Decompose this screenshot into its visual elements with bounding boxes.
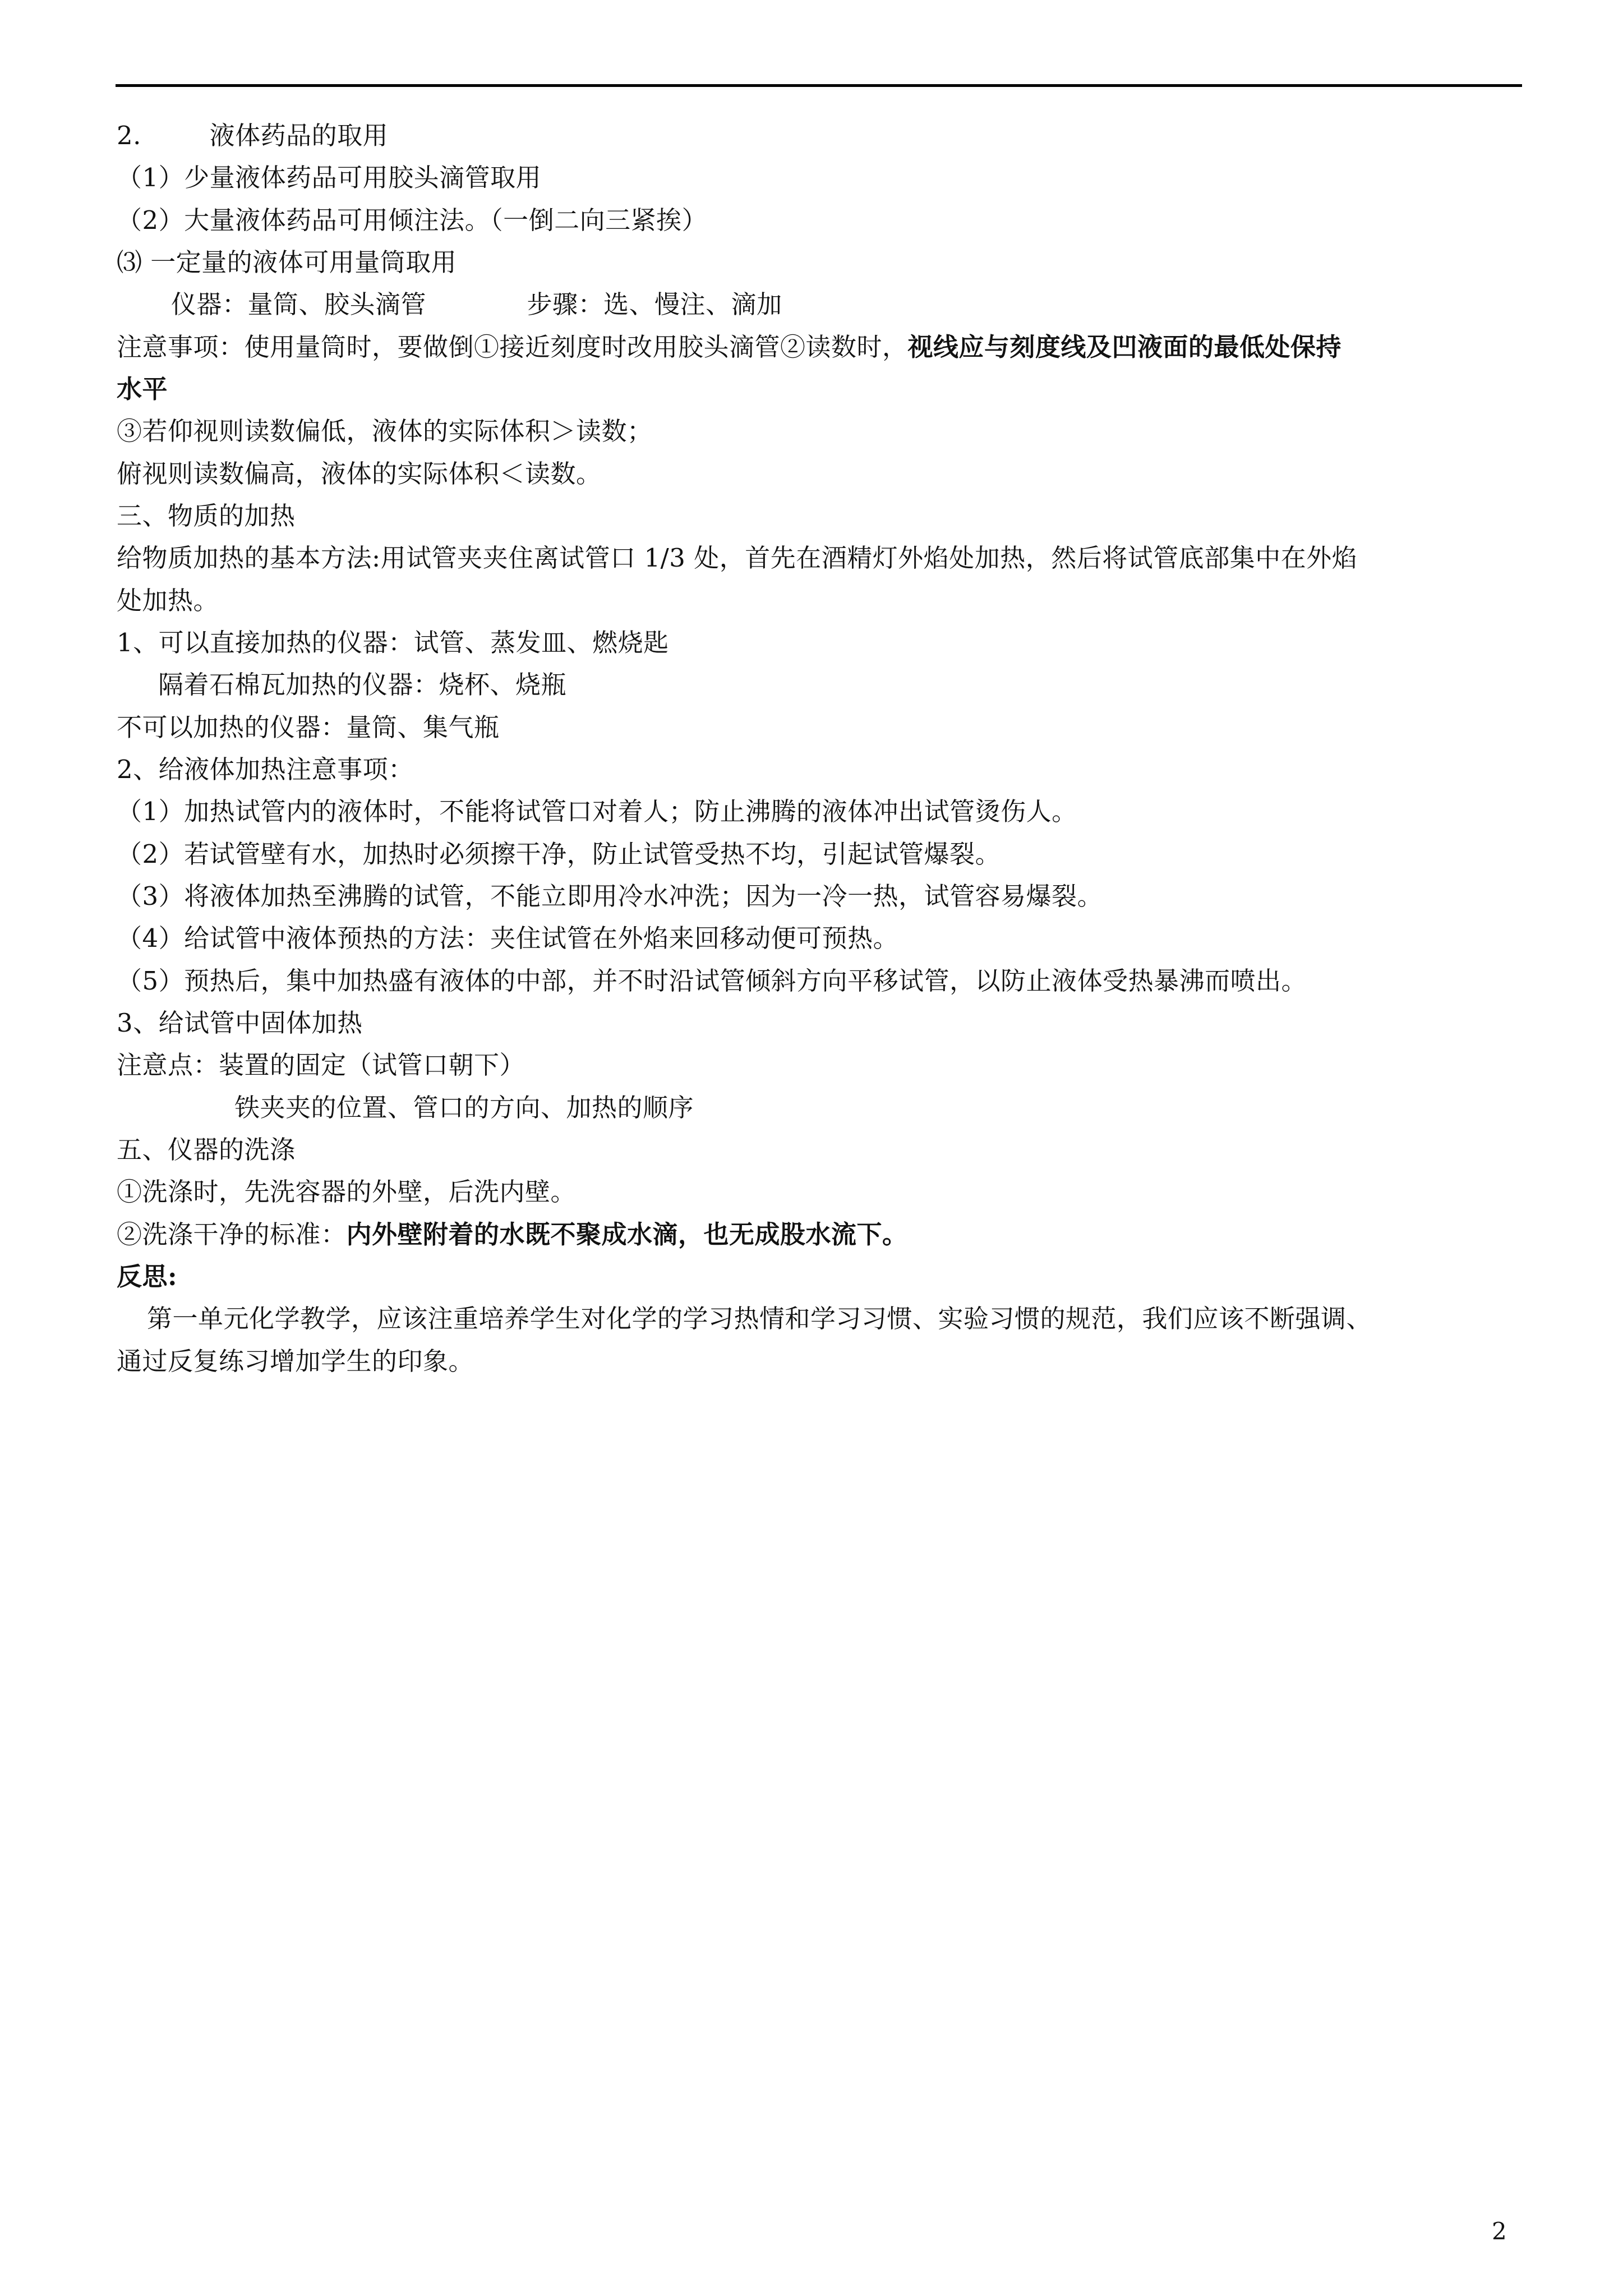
line-4: ⑶ 一定量的液体可用量筒取用 — [117, 247, 457, 277]
line-18: （2）若试管壁有水，加热时必须擦干净，防止试管受热不均，引起试管爆裂。 — [117, 839, 1001, 869]
line-23: 注意点：装置的固定（试管口朝下） — [117, 1050, 525, 1080]
line-19: （3）将液体加热至沸腾的试管，不能立即用冷水冲洗；因为一冷一热，试管容易爆裂。 — [117, 881, 1103, 911]
reflection-line-2: 通过反复练习增加学生的印象。 — [117, 1346, 474, 1376]
heading-2-number: 2. — [117, 121, 141, 150]
page-number: 2 — [1492, 2217, 1507, 2245]
heading-2-text: 液体药品的取用 — [209, 121, 389, 150]
steps-text: 步骤：选、慢注、滴加 — [527, 289, 782, 319]
section-heading-heating: 三、物质的加热 — [117, 501, 296, 531]
heading-2 — [117, 119, 388, 153]
line-17: （1）加热试管内的液体时，不能将试管口对着人；防止沸腾的液体冲出试管烫伤人。 — [117, 797, 1077, 826]
line-24: 铁夹夹的位置、管口的方向、加热的顺序 — [234, 1093, 694, 1122]
header-rule — [116, 84, 1522, 87]
line-13: 1、可以直接加热的仪器：试管、蒸发皿、燃烧匙 — [117, 628, 669, 657]
section-heading-washing: 五、仪器的洗涤 — [117, 1135, 296, 1165]
line-21: （5）预热后，集中加热盛有液体的中部，并不时沿试管倾斜方向平移试管，以防止液体受热暴沸而喷出。 — [117, 966, 1307, 996]
line-6 — [117, 330, 1341, 364]
washing-standard-label: ②洗涤干净的标准： — [117, 1220, 347, 1249]
line-15: 不可以加热的仪器：量筒、集气瓶 — [117, 712, 500, 742]
line-26: ①洗涤时，先洗容器的外壁，后洗内壁。 — [117, 1177, 577, 1207]
line-2: （1）少量液体药品可用胶头滴管取用 — [117, 163, 542, 192]
line-9: 俯视则读数偏高，液体的实际体积＜读数。 — [117, 459, 602, 489]
line-8: ③若仰视则读数偏低，液体的实际体积＞读数； — [117, 416, 653, 446]
reflection-heading: 反思: — [117, 1262, 178, 1291]
line-12: 处加热。 — [117, 586, 219, 615]
notes-text: 注意事项：使用量筒时，要做倒①接近刻度时改用胶头滴管②读数时， — [117, 332, 908, 362]
instruments-text: 仪器：量筒、胶头滴管 — [171, 289, 427, 319]
line-14: 隔着石棉瓦加热的仪器：烧杯、烧瓶 — [158, 670, 567, 700]
line-11: 给物质加热的基本方法:用试管夹夹住离试管口 1/3 处，首先在酒精灯外焰处加热，然后将试管底部集中在外焰 — [117, 543, 1358, 573]
washing-standard-bold: 内外壁附着的水既不聚成水滴，也无成股水流下。 — [346, 1220, 908, 1249]
line-22: 3、给试管中固体加热 — [117, 1008, 363, 1038]
line-5 — [171, 288, 782, 321]
line-16: 2、给液体加热注意事项： — [117, 754, 414, 784]
line-3: （2）大量液体药品可用倾注法。（一倒二向三紧挨） — [117, 205, 708, 235]
line-27 — [117, 1218, 908, 1251]
line-7: 水平 — [117, 374, 168, 404]
line-20: （4）给试管中液体预热的方法：夹住试管在外焰来回移动便可预热。 — [117, 923, 899, 953]
reflection-line-1: 第一单元化学教学，应该注重培养学生对化学的学习热情和学习习惯、实验习惯的规范，我们应该不断强调、 — [147, 1304, 1372, 1333]
notes-bold-text: 视线应与刻度线及凹液面的最低处保持 — [907, 332, 1342, 362]
